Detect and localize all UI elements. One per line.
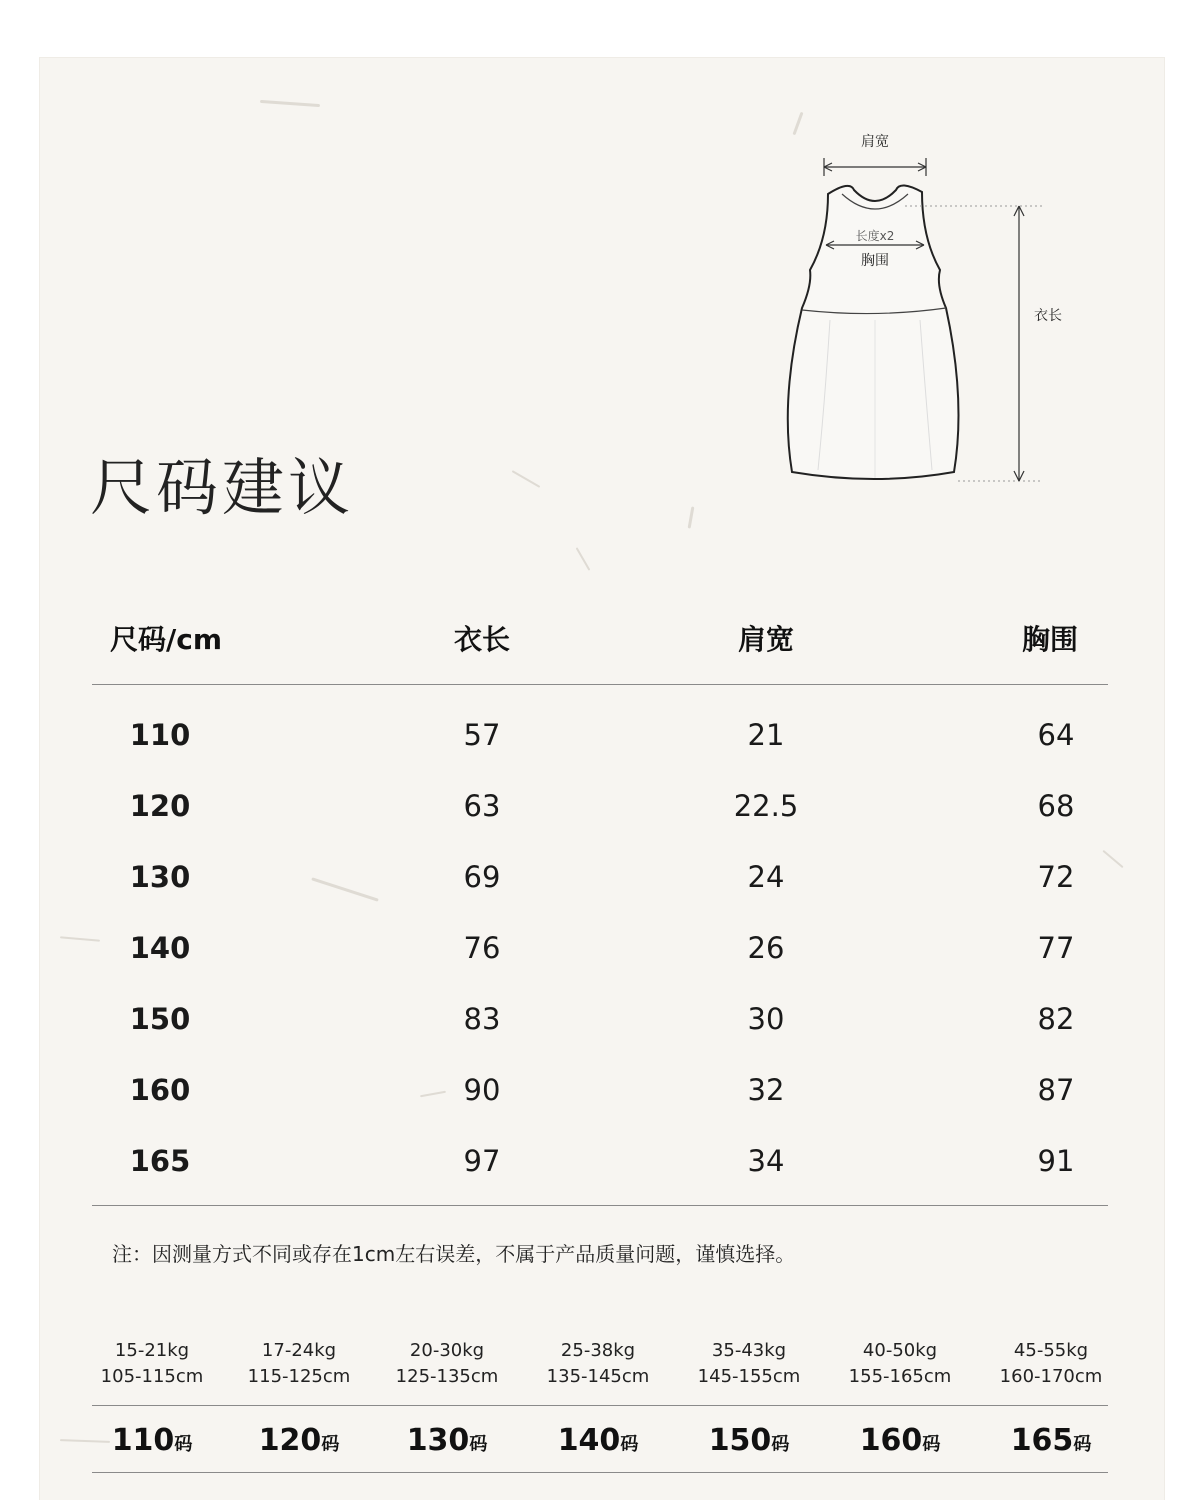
cell-size: 160: [129, 1073, 191, 1107]
cell-chest: 64: [1037, 718, 1075, 752]
cell-chest: 68: [1037, 789, 1075, 823]
table-row: [92, 775, 1108, 846]
reco-size-number: 160: [859, 1423, 923, 1458]
reco-weight: 45-55kg: [1013, 1340, 1089, 1361]
reco-height: 135-145cm: [546, 1366, 650, 1387]
reco-height: 155-165cm: [848, 1366, 952, 1387]
cell-length: 63: [463, 789, 501, 823]
table-header: [92, 600, 1108, 684]
cell-shoulder: 32: [747, 1073, 785, 1107]
length-label: 衣长: [1034, 308, 1062, 324]
cell-size: 150: [129, 1002, 191, 1036]
reco-weight: 40-50kg: [862, 1340, 938, 1361]
chest-note: 长度x2: [855, 229, 895, 243]
cell-chest: 82: [1037, 1002, 1075, 1036]
reco-size: [976, 1423, 1126, 1458]
reco-size: [224, 1423, 374, 1458]
table-row: [92, 1059, 1108, 1130]
recommendation-sizes: [92, 1423, 1108, 1467]
table-row: [92, 846, 1108, 917]
reco-range: [674, 1338, 824, 1390]
cell-length: 83: [463, 1002, 501, 1036]
cell-shoulder: 34: [747, 1144, 785, 1178]
reco-size: [523, 1423, 673, 1458]
reco-size-number: 130: [406, 1423, 470, 1458]
page-title: 尺码建议: [90, 451, 355, 524]
table-row: [92, 704, 1108, 775]
reco-size: [77, 1423, 227, 1458]
cell-length: 97: [463, 1144, 501, 1178]
header-chest: 胸围: [1022, 623, 1079, 656]
reco-height: 105-115cm: [100, 1366, 204, 1387]
reco-height: 125-135cm: [395, 1366, 499, 1387]
paper-fiber: [512, 470, 541, 488]
cell-chest: 72: [1037, 860, 1075, 894]
cell-shoulder: 26: [747, 931, 785, 965]
cell-shoulder: 30: [747, 1002, 785, 1036]
reco-size-number: 110: [111, 1423, 175, 1458]
cell-shoulder: 21: [747, 718, 785, 752]
cell-size: 120: [129, 789, 191, 823]
reco-size: [372, 1423, 522, 1458]
reco-size: [674, 1423, 824, 1458]
table-row: [92, 1130, 1108, 1201]
cell-shoulder: 22.5: [733, 789, 799, 823]
reco-height: 115-125cm: [247, 1366, 351, 1387]
cell-length: 69: [463, 860, 501, 894]
reco-size-suffix: 码: [1073, 1434, 1092, 1455]
paper-fiber: [576, 547, 591, 571]
table-bottom-rule: [92, 1205, 1108, 1206]
cell-length: 90: [463, 1073, 501, 1107]
cell-chest: 87: [1037, 1073, 1075, 1107]
reco-size-suffix: 码: [174, 1434, 193, 1455]
reco-size-suffix: 码: [469, 1434, 488, 1455]
table-top-rule: [92, 684, 1108, 685]
reco-size-suffix: 码: [771, 1434, 790, 1455]
table-row: [92, 988, 1108, 1059]
reco-bottom-rule: [92, 1472, 1108, 1473]
cell-shoulder: 24: [747, 860, 785, 894]
cell-chest: 77: [1037, 931, 1075, 965]
cell-length: 76: [463, 931, 501, 965]
reco-size-number: 140: [557, 1423, 621, 1458]
reco-height: 160-170cm: [999, 1366, 1103, 1387]
garment-diagram: [770, 120, 1080, 500]
measurement-note: 注：因测量方式不同或存在1cm左右误差，不属于产品质量问题，谨慎选择。: [112, 1242, 796, 1266]
reco-size-number: 165: [1010, 1423, 1074, 1458]
size-table: [92, 600, 1108, 684]
reco-weight: 35-43kg: [711, 1340, 787, 1361]
reco-weight: 17-24kg: [261, 1340, 337, 1361]
cell-size: 130: [129, 860, 191, 894]
cell-size: 110: [129, 718, 191, 752]
chest-label: 胸围: [861, 253, 889, 269]
reco-range: [224, 1338, 374, 1390]
reco-range: [825, 1338, 975, 1390]
cell-size: 165: [129, 1144, 191, 1178]
dress-illustration: [770, 120, 1080, 500]
reco-size-suffix: 码: [321, 1434, 340, 1455]
reco-range: [976, 1338, 1126, 1390]
recommendation-ranges: [92, 1338, 1108, 1392]
header-length: 衣长: [454, 623, 511, 656]
cell-size: 140: [129, 931, 191, 965]
reco-range: [372, 1338, 522, 1390]
table-row: [92, 917, 1108, 988]
reco-size: [825, 1423, 975, 1458]
reco-height: 145-155cm: [697, 1366, 801, 1387]
paper-fiber: [688, 506, 695, 528]
header-shoulder: 肩宽: [738, 623, 795, 656]
cell-chest: 91: [1037, 1144, 1075, 1178]
reco-range: [77, 1338, 227, 1390]
reco-size-suffix: 码: [620, 1434, 639, 1455]
shoulder-label: 肩宽: [861, 134, 889, 150]
paper-fiber: [260, 100, 320, 107]
cell-length: 57: [463, 718, 501, 752]
header-size: 尺码/cm: [110, 623, 223, 656]
reco-size-suffix: 码: [922, 1434, 941, 1455]
reco-size-number: 150: [708, 1423, 772, 1458]
reco-size-number: 120: [258, 1423, 322, 1458]
reco-weight: 25-38kg: [560, 1340, 636, 1361]
reco-top-rule: [92, 1405, 1108, 1406]
reco-weight: 20-30kg: [409, 1340, 485, 1361]
reco-range: [523, 1338, 673, 1390]
reco-weight: 15-21kg: [114, 1340, 190, 1361]
